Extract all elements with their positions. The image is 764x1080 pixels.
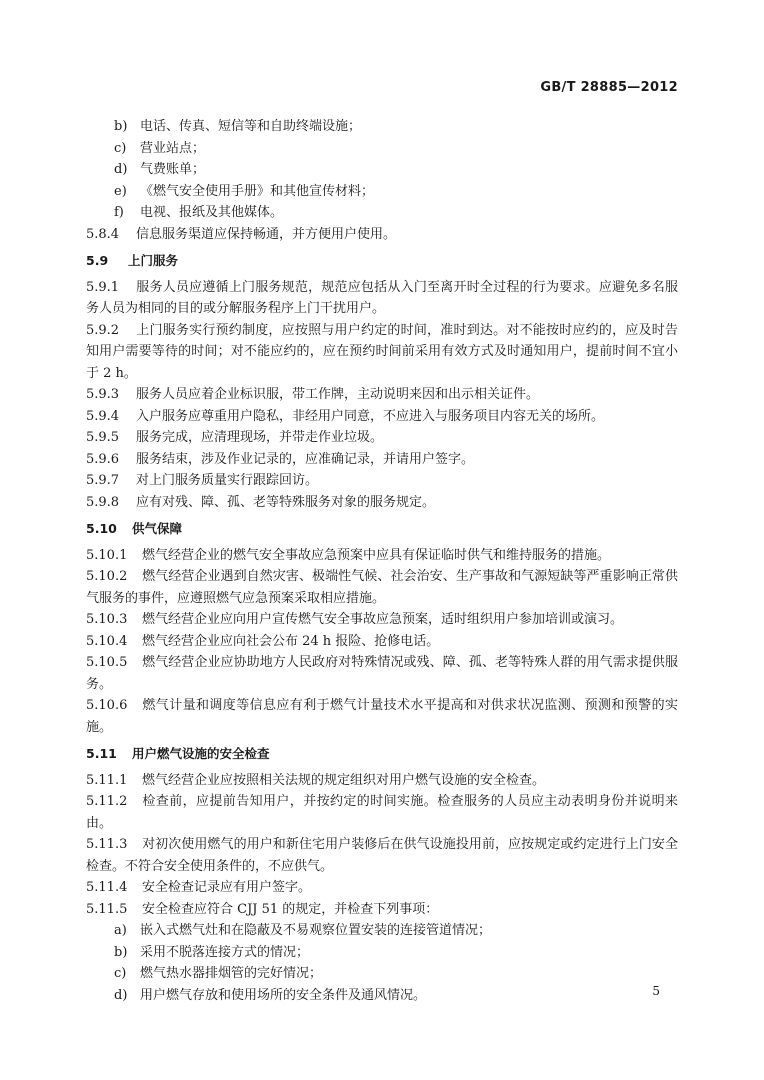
list-item: c) 燃气热水器排烟管的完好情况； — [114, 966, 323, 981]
list-item: f) 电视、报纸及其他媒体。 — [114, 205, 284, 220]
clause-5-11-4: 5.11.4 安全检查记录应有用户签字。 — [86, 880, 312, 895]
clause-5-10-4: 5.10.4 燃气经营企业应向社会公布 24 h 报险、抢修电话。 — [86, 633, 440, 649]
page-number: 5 — [652, 984, 660, 998]
clause-5-11-3: 5.11.3 对初次使用燃气的用户和新住宅用户装修后在供气设施投用前，应按规定或约定进行上门安全检查。不符合安全使用条件的，不应供气。 — [86, 837, 678, 874]
clause-5-10-6: 5.10.6 燃气计量和调度等信息应有利于燃气计量技术水平提高和对供求状况监测、预测和预警的实施。 — [86, 698, 678, 735]
clause-5-10-5: 5.10.5 燃气经营企业应协助地方人民政府对特殊情况或残、障、孤、老等特殊人群的用气需求提供服务。 — [86, 655, 678, 692]
list-item: a) 嵌入式燃气灶和在隐蔽及不易观察位置安装的连接管道情况； — [114, 923, 492, 938]
clause-5-9-1: 5.9.1 服务人员应遵循上门服务规范，规范应包括从入门至离开时全过程的行为要求。应避免多名服务人员为相同的目的或分解服务程序上门干扰用户。 — [86, 279, 678, 316]
list-item: b) 电话、传真、短信等和自助终端设施； — [114, 119, 362, 134]
clause-5-9-6: 5.9.6 服务结束，涉及作业记录的，应准确记录，并请用户签字。 — [86, 451, 475, 467]
section-heading-5-10: 5.10 供气保障 — [86, 521, 183, 536]
clause-5-9-4: 5.9.4 入户服务应尊重用户隐私，非经用户同意，不应进入与服务项目内容无关的场所。 — [86, 408, 605, 424]
section-heading-5-9: 5.9 上门服务 — [86, 253, 179, 268]
clause-5-9-2: 5.9.2 上门服务实行预约制度，应按照与用户约定的时间，准时到达。对不能按时应约的，应及时告知用户需要等待的时间；对不能应约的，应在预约时间前采用有效方式及时通知用户，提前时间不宜小于 2 h。 — [86, 322, 678, 381]
clause-5-9-3: 5.9.3 服务人员应着企业标识服，带工作牌，主动说明来因和出示相关证件。 — [86, 387, 540, 402]
clause-5-8-4: 5.8.4 信息服务渠道应保持畅通，并方便用户使用。 — [86, 226, 397, 242]
standard-code: GB/T 28885—2012 — [540, 80, 678, 95]
clause-5-10-3: 5.10.3 燃气经营企业应向用户宣传燃气安全事故应急预案，适时组织用户参加培训或演习。 — [86, 612, 624, 627]
list-item: d) 用户燃气存放和使用场所的安全条件及通风情况。 — [114, 987, 427, 1003]
section-heading-5-11: 5.11 用户燃气设施的安全检查 — [86, 746, 270, 761]
page-content — [86, 116, 678, 1006]
list-item: d) 气费账单； — [114, 162, 206, 177]
clause-5-9-8: 5.9.8 应有对残、障、孤、老等特殊服务对象的服务规定。 — [86, 494, 436, 510]
clause-5-9-5: 5.9.5 服务完成，应清理现场，并带走作业垃圾。 — [86, 430, 384, 445]
clause-5-9-7: 5.9.7 对上门服务质量实行跟踪回访。 — [86, 473, 319, 488]
clause-5-11-2: 5.11.2 检查前，应提前告知用户，并按约定的时间实施。检查服务的人员应主动表明身份并说明来由。 — [86, 794, 678, 831]
clause-5-10-2: 5.10.2 燃气经营企业遇到自然灾害、极端性气候、社会治安、生产事故和气源短缺等严重影响正常供气服务的事件，应遵照燃气应急预案采取相应措施。 — [86, 569, 678, 606]
list-item: c) 营业站点； — [114, 140, 206, 156]
clause-5-10-1: 5.10.1 燃气经营企业的燃气安全事故应急预案中应具有保证临时供气和维持服务的措施。 — [86, 547, 611, 563]
clause-5-11-5: 5.11.5 安全检查应符合 CJJ 51 的规定，并检查下列事项： — [86, 901, 439, 917]
clause-5-11-1: 5.11.1 燃气经营企业应按照相关法规的规定组织对用户燃气设施的安全检查。 — [86, 772, 546, 788]
list-item: e) 《燃气安全使用手册》和其他宣传材料； — [114, 183, 375, 199]
list-item: b) 采用不脱落连接方式的情况； — [114, 944, 310, 960]
